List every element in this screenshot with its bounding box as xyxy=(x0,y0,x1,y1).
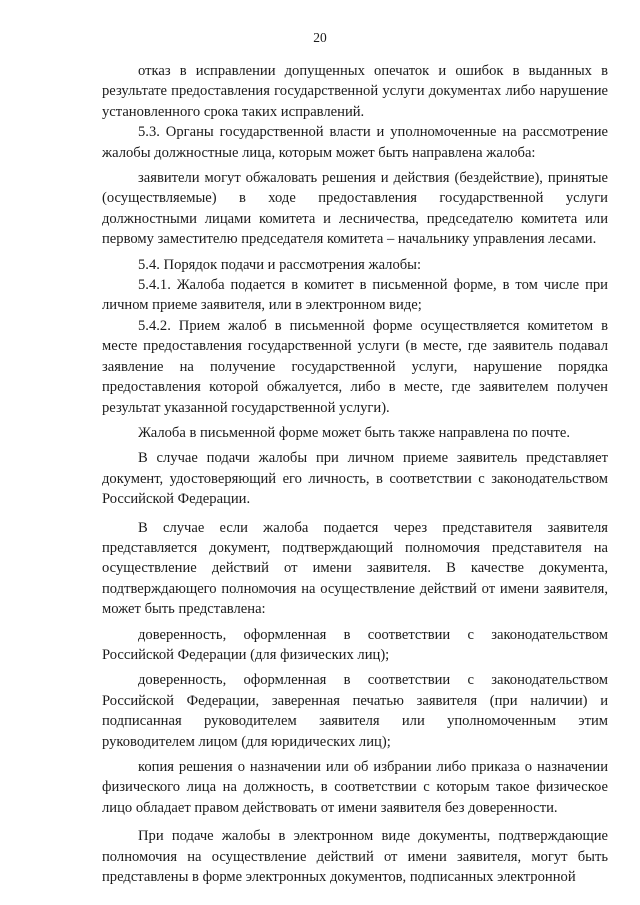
paragraph-postal: Жалоба в письменной форме может быть также направлена по почте. xyxy=(138,424,571,441)
paragraph-electronic-submission: При подаче жалобы в электронном виде документы, подтверждающие полномочия на осуществление действий от имени заявителя, могут быть представлены в форме электронных документов, подписанных электронной xyxy=(102,828,608,886)
document-body xyxy=(102,61,608,887)
paragraph-5-4: 5.4. Порядок подачи и рассмотрения жалобы: xyxy=(138,256,422,273)
paragraph-5-4-2: 5.4.2. Прием жалоб в письменной форме осуществляется комитетом в месте предоставления государственной услуги (в месте, где заявитель подавал заявление на получение государственной услуги, нарушение порядка предоставления которой обжалуется, либо в месте, где заявителем получен результат указанной государственной услуги). xyxy=(102,317,608,416)
paragraph-power-of-attorney-individuals: доверенность, оформленная в соответствии с законодательством Российской Федерации (для физических лиц); xyxy=(102,626,608,663)
page-number: 20 xyxy=(313,30,327,45)
paragraph-representative: В случае если жалоба подается через представителя заявителя представляется документ, подтверждающий полномочия представителя на осуществление действий от имени заявителя. В качестве документа, подтверждающего полномочия на осуществление действий от имени заявителя, может быть представлена: xyxy=(102,519,608,618)
paragraph-5-4-1: 5.4.1. Жалоба подается в комитет в письменной форме, в том числе при личном приеме заявителя, или в электронном виде; xyxy=(102,277,608,314)
paragraph-5-3: 5.3. Органы государственной власти и уполномоченные на рассмотрение жалобы должностные лица, которым может быть направлена жалоба: xyxy=(102,124,608,161)
paragraph-power-of-attorney-legal: доверенность, оформленная в соответствии с законодательством Российской Федерации, заверенная печатью заявителя (при наличии) и подписанная руководителем заявителя или уполномоченным этим руководителем лицом (для юридических лиц); xyxy=(102,672,608,750)
paragraph-appeal-rights: заявители могут обжаловать решения и действия (бездействие), принятые (осуществляемые) в ходе предоставления государственной услуги должностными лицами комитета и лесничества, председателю комитета или первому заместителю председателя комитета – начальнику управления лесами. xyxy=(102,170,608,248)
paragraph-personal-reception: В случае подачи жалобы при личном приеме заявитель представляет документ, удостоверяющий его личность, в соответствии с законодательством Российской Федерации. xyxy=(102,450,608,508)
paragraph-appointment-copy: копия решения о назначении или об избрании либо приказа о назначении физического лица на должность, в соответствии с которым такое физическое лицо обладает правом действовать от имени заявителя без доверенности. xyxy=(102,759,608,816)
paragraph-correction-refusal: отказ в исправлении допущенных опечаток и ошибок в выданных в результате предоставления государственной услуги документах либо нарушение установленного срока таких исправлений. xyxy=(102,63,608,120)
